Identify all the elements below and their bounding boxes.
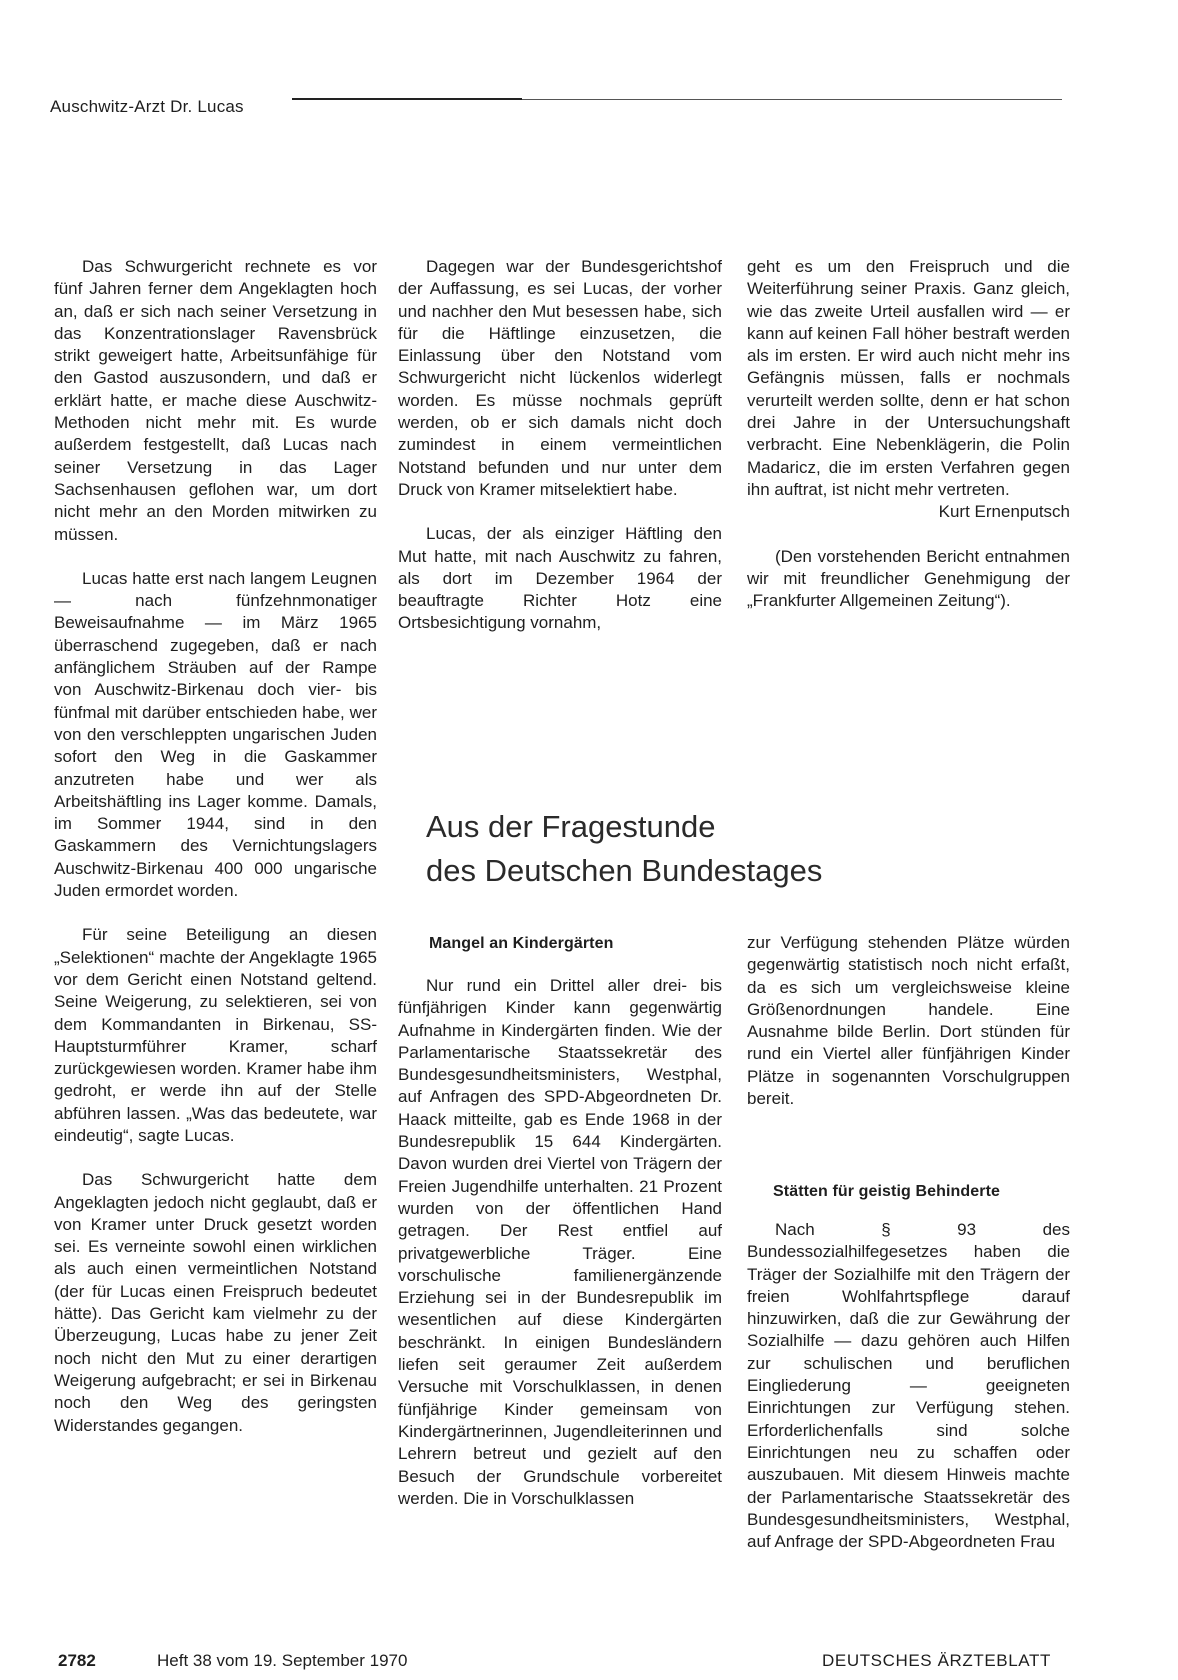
paragraph: zur Verfügung stehenden Plätze würden gegenwärtig statistisch noch nicht erfaßt, da es sich um vergleichsweise kleine Größenordnungen handele. Eine Ausnahme bilde Berlin. Dort stünden für rund ein Viertel aller fünfjährigen Kinder Plätze in sogenannten Vorschulgruppen bereit. xyxy=(747,933,1070,1109)
paragraph: Nach § 93 des Bundessozialhilfegesetzes haben die Träger der Sozialhilfe mit den Trägern der freien Wohlfahrtspflege darauf hinzuwirken, daß die zur Gewährung der Sozialhilfe — dazu gehören auch Hilfen zur schulischen und beruflichen Eingliederung — geeigneten Einrichtungen zur Verfügung stehen. Erforderlichenfalls sind solche Einrichtungen neu zu schaffen oder auszubauen. Mit diesem Hinweis machte der Parlamentarische Staatssekretär des Bundesgesundheitsministers, Westphal, auf Anfrage der SPD-Abgeordneten Frau xyxy=(747,1220,1070,1552)
section-title xyxy=(426,805,986,893)
article2-column-2 xyxy=(398,975,722,1510)
journal-name: DEUTSCHES ÄRZTEBLATT xyxy=(822,1651,1051,1670)
article-column-2 xyxy=(398,256,722,635)
article2-column-3 xyxy=(747,932,1070,1110)
section-title-line-1: Aus der Fragestunde xyxy=(426,809,716,844)
page-number: 2782 xyxy=(58,1651,96,1670)
article-column-3 xyxy=(747,256,1070,612)
header-rule-accent xyxy=(292,98,522,100)
section-title-line-2: des Deutschen Bundestages xyxy=(426,853,823,888)
subheading-behinderte: Stätten für geistig Behinderte xyxy=(773,1183,1001,1200)
paragraph: Lucas hatte erst nach langem Leugnen — nach fünfzehnmonatiger Beweisaufnahme — im März 1965 überraschend zugegeben, daß er nach anfänglichem Sträuben auf der Rampe von Auschwitz-Birkenau doch vier- bis fünfmal mit darüber entschieden habe, wer von den verschleppten ungarischen Juden sofort den Weg in die Gaskammer anzutreten habe und wer als Arbeitshäftling ins Lager komme. Damals, im Sommer 1944, sind in den Gaskammern des Vernichtungslagers Auschwitz-Birkenau 400 000 ungarische Juden ermordet worden. xyxy=(54,568,377,901)
paragraph: Lucas, der als einziger Häftling den Mut hatte, mit nach Auschwitz zu fahren, als dort im Dezember 1964 der beauftragte Richter Hotz eine Ortsbesichtigung vornahm, xyxy=(398,524,722,633)
paragraph: Für seine Beteiligung an diesen „Selektionen“ machte der Angeklagte 1965 vor dem Gericht einen Notstand geltend. Seine Weigerung, zu selektieren, sei von dem Kommandanten in Birkenau, SS-Hauptsturmführer Kramer, scharf zurückgewiesen worden. Kramer habe ihm gedroht, er werde ihn auf der Stelle abführen lassen. „Was das bedeutete, war eindeutig“, sagte Lucas. xyxy=(54,925,377,1145)
paragraph: geht es um den Freispruch und die Weiterführung seiner Praxis. Ganz gleich, wie das zweite Urteil ausfallen wird — er kann auf keinen Fall höher bestraft werden als im ersten. Er wird auch nicht mehr ins Gefängnis müssen, falls er nochmals verurteilt werden sollte, denn er hat schon drei Jahre in der Untersuchungshaft verbracht. Eine Nebenklägerin, die Polin Madaricz, die im ersten Verfahren gegen ihn auftrat, ist nicht mehr vertreten. xyxy=(747,257,1070,499)
author-signature: Kurt Ernenputsch xyxy=(938,502,1070,522)
article2-column-3b xyxy=(747,1219,1070,1553)
paragraph: Das Schwurgericht hatte dem Angeklagten jedoch nicht geglaubt, daß er von Kramer unter Druck gesetzt worden sei. Es verneinte sowohl einen wirklichen als auch einen vermeintlichen Notstand (der für Lucas einen Freispruch bedeutet hätte). Das Gericht kam vielmehr zu der Überzeugung, Lucas habe zu jener Zeit noch nicht den Mut zu einer derartigen Weigerung aufgebracht; er sei in Birkenau noch den Weg des geringsten Widerstandes gegangen. xyxy=(54,1170,377,1435)
subheading-kindergaerten: Mangel an Kindergärten xyxy=(429,935,614,952)
source-note: (Den vorstehenden Bericht entnahmen wir mit freundlicher Genehmigung der „Frankfurter Allgemeinen Zeitung“). xyxy=(747,546,1070,611)
article-column-1 xyxy=(54,256,377,1437)
paragraph: Nur rund ein Drittel aller drei- bis fünfjährigen Kinder kann gegenwärtig Aufnahme in Kindergärten finden. Wie der Parlamentarische Staatssekretär des Bundesgesundheitsministers, Westphal, auf Anfragen des SPD-Abgeordneten Dr. Haack mitteilte, gab es Ende 1968 in der Bundesrepublik 15 644 Kindergärten. Davon wurden drei Viertel von Trägern der Freien Jugendhilfe unterhalten. 21 Prozent wurden von der öffentlichen Hand getragen. Der Rest entfiel auf privatgewerbliche Träger. Eine vorschulische familienergänzende Erziehung sei in der Bundesrepublik im wesentlichen auf diese Kindergärten beschränkt. In einigen Bundesländern liefen seit geraumer Zeit außerdem Versuche mit Vorschulklassen, in denen fünfjährige Kinder gemeinsam von Kindergärtnerinnen, Jugendleiterinnen und Lehrern betreut und gezielt auf den Besuch der Grundschule vorbereitet werden. Die in Vorschulklassen xyxy=(398,976,722,1508)
paragraph: Das Schwurgericht rechnete es vor fünf Jahren ferner dem Angeklagten hoch an, daß er sich nach seiner Versetzung in das Konzentrationslager Ravensbrück strikt geweigert hatte, Arbeitsunfähige für den Gastod auszusondern, und daß er erklärt hatte, er mache diese Auschwitz-Methoden nicht mehr mit. Es wurde außerdem festgestellt, daß Lucas nach seiner Versetzung in das Lager Sachsenhausen geflohen war, um dort nicht mehr an den Morden mitwirken zu müssen. xyxy=(54,257,377,544)
issue-info: Heft 38 vom 19. September 1970 xyxy=(157,1651,408,1670)
running-title: Auschwitz-Arzt Dr. Lucas xyxy=(50,97,244,116)
paragraph: Dagegen war der Bundesgerichtshof der Auffassung, es sei Lucas, der vorher und nachher den Mut besessen habe, sich für die Häftlinge einzusetzen, die Einlassung über den Notstand vom Schwurgericht nicht lückenlos widerlegt worden. Es müsse nochmals geprüft werden, ob er sich damals nicht doch zumindest in einem vermeintlichen Notstand befunden und nur unter dem Druck von Kramer mitselektiert habe. xyxy=(398,257,722,499)
